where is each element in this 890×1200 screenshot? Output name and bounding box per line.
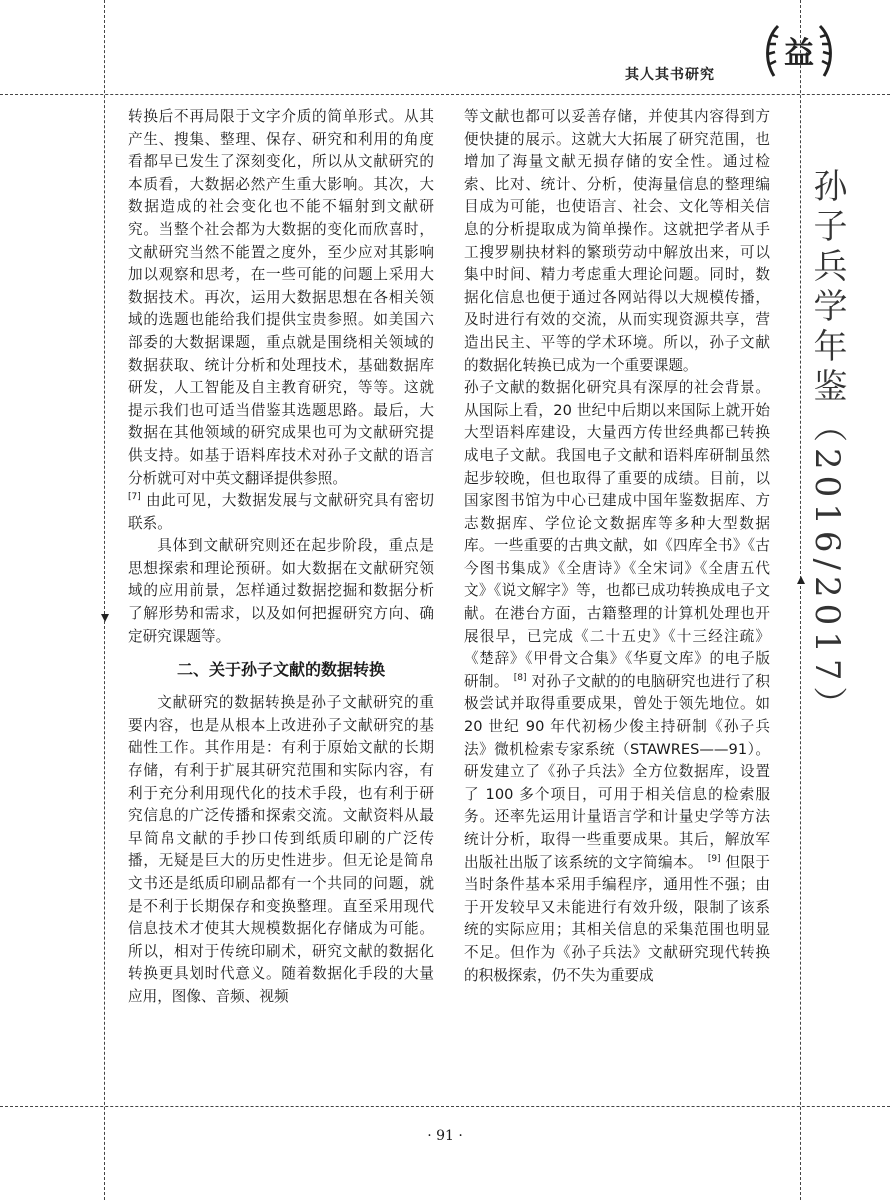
right-paragraph-3: 对孙子文献的的电脑研究也进行了积极尝试并取得重要成果，曾处于领先地位。如 20 世纪 90 年代初杨少俊主持研制《孙子兵法》微机检索专家系统（STAWRES——91）。研发建立了《孙子兵法》全方位数据库，设置了 100 多个项目，可用于相关信息的检索服务。还率先运用计量语言学和计量史学等方法统计分析，取得一些重要成果。其后，解放军出版社出版了该系统的文字简编本。 [464, 672, 770, 871]
left-citation-7: [7] [128, 492, 141, 503]
sidebar-yearbook-title: 孙子兵学年鉴（2016/2017） [807, 168, 847, 727]
yearbook-emblem-icon [762, 18, 836, 84]
column-marker-up-icon [797, 576, 805, 584]
right-paragraph-2: 孙子文献的数据化研究具有深厚的社会背景。从国际上看，20 世纪中后期以来国际上就开始大型语料库建设，大量西方传世经典都已转换成电子文献。我国电子文献和语料库研制虽然起步较晚，但也取得了重要的成绩。目前，以国家图书馆为中心已建成中国年鉴数据库、方志数据库、学位论文数据库等多种大型数据库。一些重要的古典文献，如《四库全书》《古今图书集成》《全唐诗》《全宋词》《全唐五代文》《说文解字》等，也都已成功转换成电子文献。在港台方面，古籍整理的计算机处理也开展很早，已完成《二十五史》《十三经注疏》《楚辞》《甲骨文合集》《华夏文库》的电子版研制。 [464, 379, 770, 690]
running-header-title: 其人其书研究 [625, 67, 715, 83]
crop-mark-left [104, 0, 105, 1200]
right-column [464, 106, 770, 987]
left-paragraph-4: 文献研究的数据转换是孙子文献研究的重要内容，也是从根本上改进孙子文献研究的基础性工作。其作用是：有利于原始文献的长期存储，有利于扩展其研究范围和实际内容，有利于充分利用现代化的技术手段，也有利于研究信息的广泛传播和探索交流。文献资料从最早简帛文献的手抄口传到纸质印刷的广泛传播，无疑是巨大的历史性进步。但无论是简帛文书还是纸质印刷品都有一个共同的问题，就是不利于长期保存和变换整理。直至采用现代信息技术才使其大规模数据化存储成为可能。所以，相对于传统印刷术，研究文献的数据化转换更具划时代意义。随着数据化手段的大量应用，图像、音频、视频 [128, 694, 434, 1005]
column-marker-down-icon [101, 614, 109, 622]
left-column [128, 106, 434, 1009]
left-paragraph-2: 由此可见，大数据发展与文献研究具有密切联系。 [128, 492, 434, 532]
right-paragraph-4: 但限于当时条件基本采用手编程序，通用性不强；由于开发较早又未能进行有效升级，限制了该系统的实际应用；其相关信息的采集范围也明显不足。但作为《孙子兵法》文献研究现代转换的积极探索，仍不失为重要成 [464, 853, 770, 984]
page-number: · 91 · [427, 1128, 463, 1144]
crop-mark-right [800, 0, 801, 1200]
right-citation-9: [9] [707, 853, 721, 864]
left-paragraph-3: 具体到文献研究则还在起步阶段，重点是思想探索和理论预研。如大数据在文献研究领域的应用前景，怎样通过数据挖掘和数据分析了解形势和需求，以及如何把握研究方向、确定研究课题等。 [128, 537, 434, 645]
right-paragraph-1: 等文献也都可以妥善存储，并使其内容得到方便快捷的展示。这就大大拓展了研究范围，也增加了海量文献无损存储的安全性。通过检索、比对、统计、分析，使海量信息的整理编目成为可能，也使语言、社会、文化等相关信息的分析提取成为简单操作。这就把学者从手工搜罗剔抉材料的繁琐劳动中解放出来，可以集中时间、精力考虑重大理论问题。同时，数据化信息也便于通过各网站得以大规模传播，及时进行有效的交流，从而实现资源共享，营造出民主、平等的学术环境。所以，孙子文献的数据化转换已成为一个重要课题。 [464, 108, 770, 374]
crop-mark-bottom [0, 1106, 890, 1107]
section-heading: 二、关于孙子文献的数据转换 [176, 660, 385, 680]
crop-mark-top [0, 94, 890, 95]
right-citation-8: [8] [513, 672, 527, 683]
emblem-glyph: 益 [784, 36, 814, 71]
left-paragraph-1: 转换后不再局限于文字介质的简单形式。从其产生、搜集、整理、保存、研究和利用的角度看都早已发生了深刻变化，所以从文献研究的本质看，大数据必然产生重大影响。其次，大数据造成的社会变化也不能不辐射到文献研究。当整个社会都为大数据的变化而欣喜时，文献研究当然不能置之度外，至少应对其影响加以观察和思考，在一些可能的问题上采用大数据技术。再次，运用大数据思想在各相关领域的选题也能给我们提供宝贵参照。如美国六部委的大数据课题，重点就是围绕相关领域的数据获取、统计分析和处理技术，基础数据库研发，人工智能及自主教育研究，等等。这就提示我们也可适当借鉴其选题思路。最后，大数据在其他领域的研究成果也可为文献研究提供支持。如基于语料库技术对孙子文献的语言分析就可对中英文翻译提供参照。 [128, 108, 434, 487]
